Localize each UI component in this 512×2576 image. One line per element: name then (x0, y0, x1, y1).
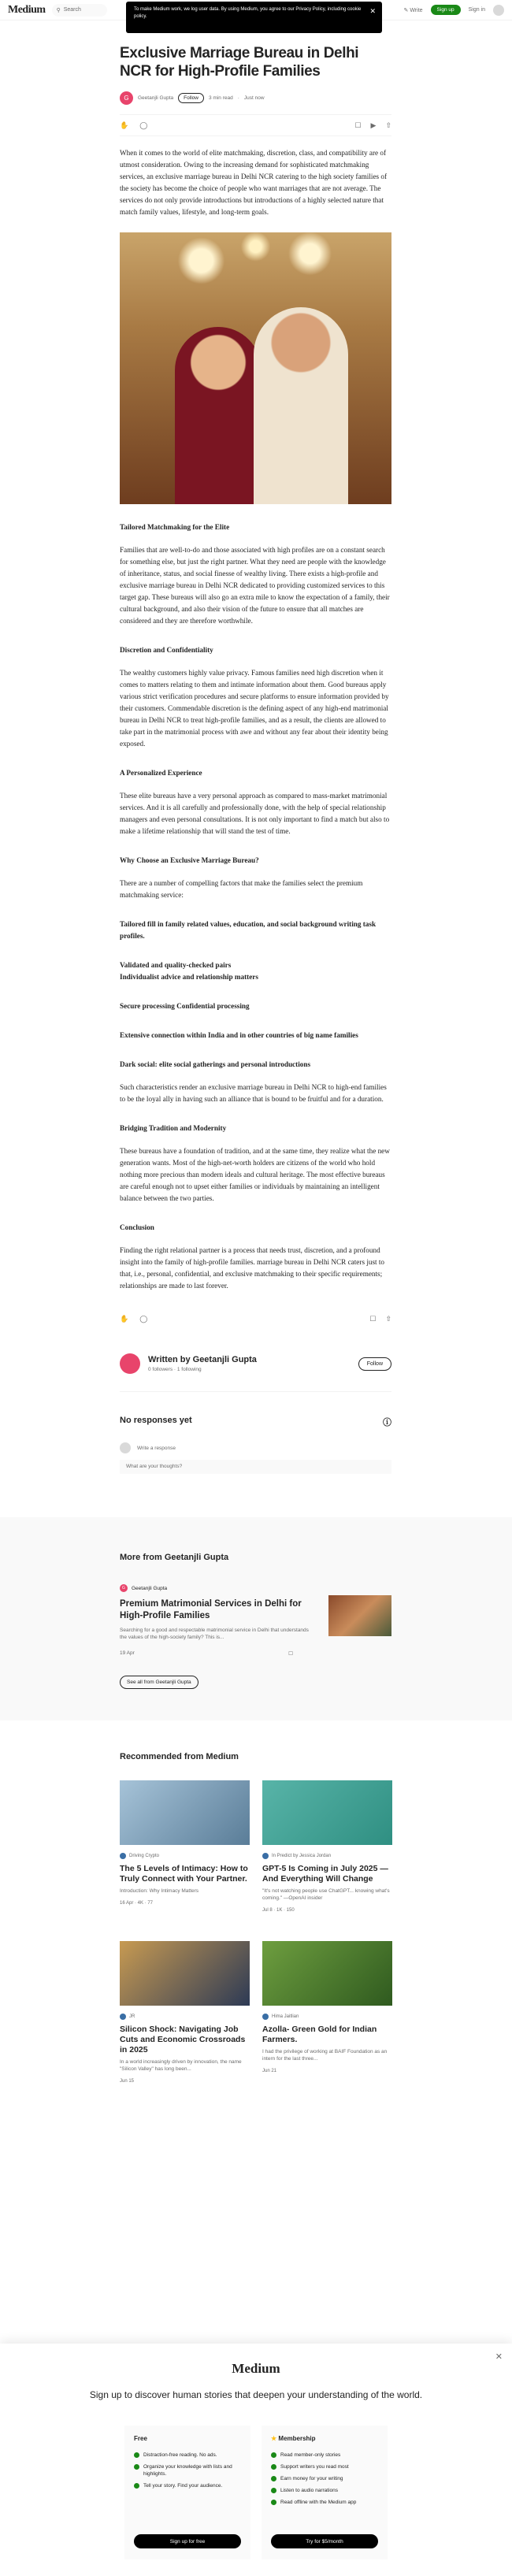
try-membership-button[interactable]: Try for $5/month (271, 2534, 378, 2548)
publication-avatar (120, 2014, 126, 2020)
card-thumbnail[interactable] (120, 1780, 250, 1845)
search-input[interactable] (52, 4, 107, 17)
article-paragraph: The wealthy customers highly value privacy. Famous families need high discretion when it comes to matters relating to them and intimate information about them. Good bureaus apply various strict verification procedures and secure platforms to ensure information provided by their customers. Commendable discretion is the defining aspect of any high-end matrimonial bureau in Delhi NCR to treat high-profile families, and as a result, the clients are allowed to take part in the matrimonial process with awe and without any fear about their identity being exposed. (120, 669, 389, 748)
divider (120, 1391, 391, 1392)
article-subheading: Why Choose an Exclusive Marriage Bureau? (120, 856, 259, 864)
more-item-thumbnail[interactable] (328, 1595, 391, 1636)
card-byline-text: JR (129, 2014, 135, 2019)
separator: · (237, 95, 239, 101)
article-paragraph: There are a number of compelling factors that make the families select the premium matchmaking service: (120, 879, 363, 899)
card-thumbnail[interactable] (262, 1780, 392, 1845)
hero-image (120, 232, 391, 504)
card-byline-text: Hima Jaitlian (272, 2014, 299, 2019)
read-time: 3 min read (208, 95, 233, 101)
banner-text: To make Medium work, we log user data. By using Medium, you agree to our Privacy Policy, including cookie policy. (134, 7, 362, 19)
comment-icon[interactable]: ◯ (139, 1314, 148, 1323)
response-user-label: Write a response (137, 1445, 176, 1451)
more-item-author-name: Geetanjli Gupta (132, 1585, 168, 1591)
close-icon[interactable]: ✕ (369, 7, 376, 15)
plan-features (134, 2452, 241, 2489)
sign-up-button[interactable]: Sign up (431, 5, 461, 15)
footer-right (369, 1315, 391, 1323)
article-subheading: Extensive connection within India and in other countries of big name families (120, 1031, 358, 1039)
plan-feature: Read member-only stories (271, 2452, 378, 2459)
author-avatar-large[interactable] (120, 1353, 140, 1374)
close-icon[interactable]: ✕ (495, 2352, 503, 2362)
recommended-section (0, 1720, 512, 2084)
more-from-item[interactable] (120, 1584, 391, 1657)
publication-avatar (262, 2014, 269, 2020)
article-paragraph: When it comes to the world of elite matchmaking, discretion, class, and compatibility are of utmost consideration. Owing to the increasing demand for sophisticated matchmaking services, an exclusive marriage bureau in Delhi NCR catering to the high society families of the society has become the choice of people who want marriages that are not average. The services do not only provide introductions but introductions of a highly selected nature that match family values, lifestyle, and long-term goals. (120, 149, 388, 216)
bookmark-icon[interactable]: ☐ (288, 1651, 293, 1657)
plan-features (271, 2452, 378, 2506)
card-excerpt: "It's not watching people use ChatGPT... knowing what's coming." —OpenAI insider (262, 1888, 390, 1901)
plan-feature: Organize your knowledge with lists and highlights. (134, 2463, 241, 2478)
more-item-date: 19 Apr (120, 1650, 135, 1656)
author-stats: 0 followers · 1 following (148, 1367, 202, 1372)
search-placeholder: Search (63, 7, 81, 13)
card-byline (262, 1853, 392, 1859)
card-stats: Jul 8 · 1K · 150 (262, 1908, 295, 1913)
plan-feature: Support writers you read most (271, 2463, 378, 2470)
plan-feature: Tell your story. Find your audience. (134, 2482, 241, 2489)
card-byline (120, 2014, 250, 2020)
card-thumbnail[interactable] (262, 1941, 392, 2006)
article (120, 44, 391, 1474)
author-avatar: G (120, 1584, 128, 1592)
responder-avatar (120, 1442, 131, 1453)
card-byline (262, 2014, 392, 2020)
author-name[interactable]: Geetanjli Gupta (138, 95, 174, 101)
comment-icon[interactable]: ◯ (139, 121, 148, 129)
more-from-author-section (0, 1517, 512, 1720)
card-byline (120, 1853, 250, 1859)
follow-author-button[interactable]: Follow (358, 1357, 391, 1371)
medium-logo[interactable]: Medium (8, 3, 46, 16)
article-paragraph: Finding the right relational partner is a process that needs trust, discretion, and a profound insight into the family of high-profile families. marriage bureau in Delhi NCR caters just to that, i.e., personal, confidential, and exclusive matchmaking to their specific requirements; relationships are made to last forever. (120, 1246, 385, 1290)
bookmark-icon[interactable]: ☐ (369, 1314, 377, 1323)
plan-feature: Listen to audio narrations (271, 2487, 378, 2494)
signup-logo: Medium (232, 2361, 280, 2376)
article-paragraph: Families that are well-to-do and those associated with high profiles are on a constant search for something else, but just the right partner. What they need are people with the knowledge of inheritance, status, and social finesse of wealthy living. There exists a high-profile and exclusive marriage bureau in Delhi NCR dedicated to providing customized services to this target gap. These bureaus will also go an extra mile to know the expectation of a family, their cultural background, and also their vision of the future to ensure that all matches are considered and they are therefore worthwhile. (120, 546, 390, 625)
signup-tagline: Sign up to discover human stories that deepen your understanding of the world. (89, 2389, 423, 2400)
top-navigation-bar (0, 0, 512, 20)
response-input[interactable]: What are your thoughts? (120, 1460, 391, 1474)
card-title[interactable]: Azolla- Green Gold for Indian Farmers. (262, 2025, 377, 2044)
recommended-title: Recommended from Medium (120, 1752, 239, 1761)
article-subheading: A Personalized Experience (120, 769, 202, 777)
plan-feature: Earn money for your writing (271, 2475, 378, 2482)
plan-membership (262, 2426, 388, 2559)
write-button[interactable]: ✎ Write (403, 7, 423, 13)
search-icon: ⚲ (56, 7, 61, 13)
card-excerpt: In a world increasingly driven by innovation, the name "Silicon Valley" has long been... (120, 2059, 242, 2072)
sign-in-link[interactable]: Sign in (468, 7, 485, 13)
plan-free (124, 2426, 250, 2559)
recommended-grid (120, 1780, 512, 2084)
article-paragraph: These elite bureaus have a very personal approach as compared to mass-market matrimonial services. And it is all carefully and professionally done, with the help of special relationship managers and even personal consultations. It is not only important to find a match but also to make a lifetime relationship that will stand the test of time. (120, 792, 390, 835)
card-excerpt: I had the privilege of working at BAIF Foundation as an intern for the last three... (262, 2049, 388, 2062)
header-actions (404, 5, 504, 16)
clap-icon[interactable]: ✋ (120, 121, 129, 129)
recommended-card[interactable] (262, 1780, 392, 1913)
card-title[interactable]: The 5 Levels of Intimacy: How to Truly Connect with Your Partner. (120, 1864, 248, 1884)
article-subheading: Bridging Tradition and Modernity (120, 1124, 227, 1132)
article-subheading: Secure processing Confidential processing (120, 1002, 250, 1010)
article-paragraph: These bureaus have a foundation of tradition, and at the same time, they realize what the new generation wants. Most of the high-net-worth holders are citizens of the world who hold nothing more precious than modern ideals and cultural heritage. The most effective bureaus are careful enough not to upset either families or individuals by maintaining an intelligent balance between the two parties. (120, 1147, 390, 1202)
author-avatar[interactable]: G (120, 91, 133, 105)
author-written-by[interactable]: Written by Geetanjli Gupta (148, 1355, 257, 1364)
write-label: Write (410, 7, 423, 13)
response-user (120, 1442, 391, 1453)
article-action-bar (120, 114, 391, 136)
article-meta (120, 91, 391, 105)
card-thumbnail[interactable] (120, 1941, 250, 2006)
article-subheading: Validated and quality-checked pairs Individualist advice and relationship matters (120, 961, 258, 981)
bookmark-icon[interactable]: ☐ (354, 121, 362, 129)
card-title[interactable]: GPT-5 Is Coming in July 2025 — And Everything Will Change (262, 1864, 388, 1884)
more-item-meta (120, 1650, 293, 1657)
plan-feature: Read offline with the Medium app (271, 2499, 378, 2506)
publication-avatar (262, 1853, 269, 1859)
action-bar-right (354, 121, 391, 130)
article-subheading: Tailored Matchmaking for the Elite (120, 523, 230, 531)
article-subheading: Conclusion (120, 1223, 154, 1231)
publication-avatar (120, 1853, 126, 1859)
card-title[interactable]: Silicon Shock: Navigating Job Cuts and Economic Crossroads in 2025 (120, 2025, 246, 2054)
article-title: Exclusive Marriage Bureau in Delhi NCR for High-Profile Families (120, 45, 359, 80)
article-body (120, 147, 391, 1292)
more-item-excerpt: Searching for a good and respectable matrimonial service in Delhi that understands the values of the high-society family? This is... (120, 1628, 309, 1640)
recommended-card[interactable] (120, 1941, 250, 2084)
article-subheading: Tailored fill in family related values, education, and social background writing task profiles. (120, 920, 377, 940)
star-icon: ★ (271, 2435, 277, 2442)
recommended-card[interactable] (120, 1780, 250, 1913)
responses-header (120, 1416, 391, 1428)
follow-button[interactable]: Follow (178, 93, 204, 103)
card-stats: Jun 15 (120, 2079, 135, 2084)
plans (0, 2426, 512, 2559)
more-item-author (120, 1584, 314, 1592)
article-footer-actions (120, 1308, 391, 1330)
author-info (148, 1355, 257, 1372)
share-icon[interactable]: ⇧ (385, 1314, 391, 1323)
info-icon[interactable]: ⓘ (383, 1418, 391, 1427)
card-byline-text: In Predict by Jessica Jordan (272, 1854, 332, 1858)
plan-name-text: Membership (278, 2435, 316, 2442)
sign-up-free-button[interactable]: Sign up for free (134, 2534, 241, 2548)
responses-section (120, 1416, 391, 1474)
see-all-button[interactable]: See all from Geetanjli Gupta (120, 1676, 198, 1689)
clap-icon[interactable]: ✋ (120, 1314, 129, 1323)
plan-name: Free (134, 2435, 147, 2442)
user-avatar-icon[interactable] (493, 5, 504, 16)
article-subheading: Discretion and Confidentiality (120, 646, 213, 654)
signup-overlay (0, 2344, 512, 2576)
card-stats: 16 Apr · 4K · 77 (120, 1901, 154, 1906)
more-from-title: More from Geetanjli Gupta (120, 1553, 229, 1562)
article-paragraph: Such characteristics render an exclusive marriage bureau in Delhi NCR to high-end families to be the loyal ally in having such an alliance that is bound to be fruitful and for a duration. (120, 1083, 387, 1103)
publish-date: Just now (243, 95, 265, 101)
responses-title: No responses yet (120, 1416, 192, 1425)
author-box (120, 1353, 391, 1374)
more-item-title[interactable]: Premium Matrimonial Services in Delhi for High-Profile Families (120, 1599, 302, 1620)
card-stats: Jun 21 (262, 2069, 277, 2073)
card-excerpt: Introduction: Why Intimacy Matters (120, 1888, 199, 1894)
article-subheading: Dark social: elite social gatherings and personal introductions (120, 1060, 311, 1068)
share-icon[interactable]: ⇧ (385, 121, 391, 129)
plan-name (271, 2435, 378, 2442)
recommended-card[interactable] (262, 1941, 392, 2084)
privacy-banner (126, 2, 382, 33)
card-byline-text: Driving Crypto (129, 1854, 160, 1858)
play-icon[interactable]: ▶ (370, 121, 377, 129)
plan-feature: Distraction-free reading. No ads. (134, 2452, 241, 2459)
